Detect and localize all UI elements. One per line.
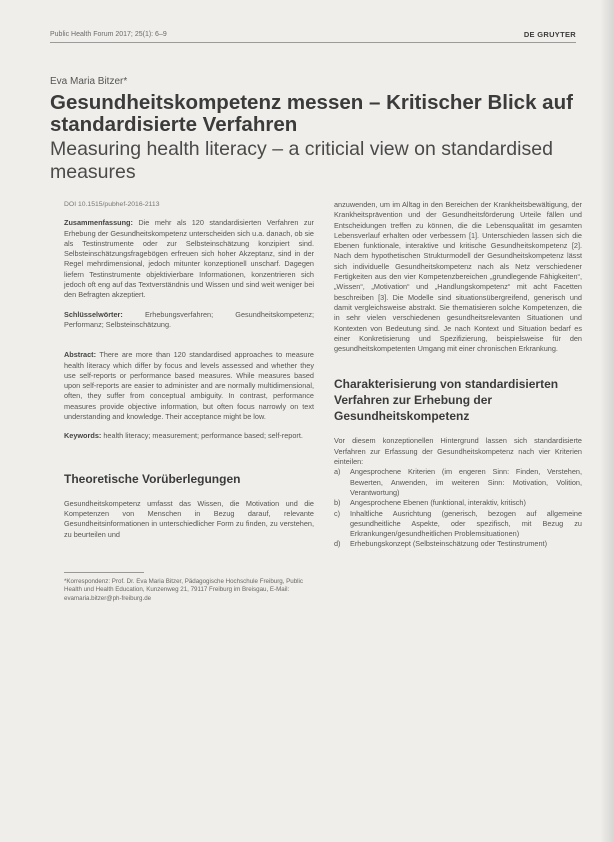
section-heading-1: Theoretische Vorüberlegungen: [64, 471, 241, 486]
schluesselwoerter-label: Schlüsselwörter:: [64, 309, 123, 319]
running-header: [50, 30, 576, 43]
author-name: Eva Maria Bitzer*: [50, 76, 128, 87]
left-column: [64, 200, 314, 604]
section-2-intro: Vor diesem konzeptionellen Hintergrund lassen sich standardisierte Verfahren zur Erfassung der Gesundheitskompetenz nach vier Kriterien einteilen:: [334, 436, 582, 467]
journal-citation: Public Health Forum 2017; 25(1): 6–9: [50, 31, 167, 38]
title-german: Gesundheitskompetenz messen – Kritischer Blick auf standardisierte Verfahren: [50, 91, 573, 136]
zusammenfassung-text: Die mehr als 120 standardisierten Verfahren zur Erhebung der Gesundheitskompetenz unterscheiden sich u.a. danach, ob sie als Testinstrumente oder zur Selbsteinschätzung konzipiert sind. Selbsteinschätzungsfragebögen erfreuen sich hoher Akzeptanz, sind in der Regel mehrdimensional, jedoch mitunter konzeptionell unscharf. Dagegen liefern Testinstrumente objektivierbare Informationen, konzentrieren sich jedoch oft eng auf das Textverständnis und Wissen und sind weit weniger bei den Befragten akzeptiert.: [64, 218, 314, 300]
body-columns: [64, 200, 582, 604]
section-1-paragraph: Gesundheitskompetenz umfasst das Wissen, die Motivation und die Kompetenzen von Menschen in Bezug darauf, relevante Gesundheitsinformationen in unterschiedlicher Form zu finden, zu verstehen, zu beurteilen und: [64, 498, 314, 539]
zusammenfassung: [64, 218, 314, 300]
publisher-logo: DE GRUYTER: [523, 30, 576, 39]
schluesselwoerter: [64, 310, 314, 331]
criteria-list: [334, 467, 582, 549]
section-1-continued: anzuwenden, um im Alltag in den Bereichen der Krankheitsbewältigung, der Krankheitsprävention und der Gesundheitsförderung Urteile fällen und Entscheidungen treffen zu können, die die Lebensqualität im gesamten Lebensverlauf erhalten oder verbessern [1]. Unterschieden lassen sich die Ebenen funktionale, interaktive und kritische Gesundheitskompetenz [2]. Nach dem hypothetischen Strukturmodell der Gesundheitskompetenz lässt sich individuelle Gesundheitskompetenz nach als Netz verschiedener Fertigkeiten aus den vier Kompetenzbereichen „grundlegende Fähigkeiten“, „Wissen“, „Motivation“ und „Handlungskompetenz“ mit acht Facetten beschreiben [3]. Die Modelle sind situationsübergreifend, generisch und damit vergleichsweise abstrakt. Sie thematisieren solche Kompetenzen, die in sehr vielen verschiedenen gesundheitsrelevanten Situationen und Kontexten von Bedeutung sind. Je nach Kontext und Situation bedarf es einer Konkretisierung und Spezifizierung, beispielsweise für den gesundheitskompetenten Umgang mit einer chronischen Erkrankung.: [334, 200, 582, 354]
abstract: [64, 350, 314, 422]
correspondence-footnote: *Korrespondenz: Prof. Dr. Eva Maria Bitzer, Pädagogische Hochschule Freiburg, Public Health und Health Education, Kunzenweg 21, 79117 Freiburg im Breisgau, E-Mail: evamaria.bitzer@ph-freiburg.de: [64, 577, 304, 603]
title-english: Measuring health literacy – a criticial view on standardised measures: [50, 138, 553, 183]
criteria-item: d) Erhebungskonzept (Selbsteinschätzung oder Testinstrument): [334, 539, 547, 549]
doi[interactable]: DOI 10.1515/pubhef-2016-2113: [64, 201, 160, 208]
section-heading-2: Charakterisierung von standardisierten Verfahren zur Erhebung der Gesundheitskompetenz: [334, 377, 559, 424]
keywords-text: health literacy; measurement; performance based; self-report.: [103, 431, 303, 441]
schluesselwoerter-text: Erhebungsverfahren; Gesundheitskompetenz; Performanz; Selbsteinschätzung.: [64, 309, 314, 329]
criteria-item: c) Inhaltliche Ausrichtung (generisch, bezogen auf allgemeine gesundheitliche Aspekte, oder spezifisch, mit Bezug zu Erkrankungen/gesundheitlichen Problemsituationen): [334, 508, 582, 539]
page-edge-shadow: [600, 0, 614, 842]
right-column: [334, 200, 582, 604]
criteria-item: a) Angesprochene Kriterien (im engeren Sinn: Finden, Verstehen, Bewerten, Anwenden, im weiteren Sinn: Motivation, Volition, Verantwortung): [334, 467, 582, 497]
abstract-text: There are more than 120 standardised approaches to measure health literacy which differ by focus and levels assessed and whether they use self-reports or performance based measures. While measures based upon self-reports are easier to administer and are normally multidimensional, often, they suffer from conceptual ambiguity. In contrast, performance measures provide objective information, but often focus narrowly on text understanding and knowledge. Their acceptance might be low.: [64, 350, 314, 422]
criteria-item: b) Angesprochene Ebenen (funktional, interaktiv, kritisch): [334, 498, 526, 508]
keywords-label: Keywords:: [64, 431, 102, 441]
keywords: [64, 431, 314, 441]
abstract-label: Abstract:: [64, 350, 97, 360]
zusammenfassung-label: Zusammenfassung:: [64, 218, 133, 228]
